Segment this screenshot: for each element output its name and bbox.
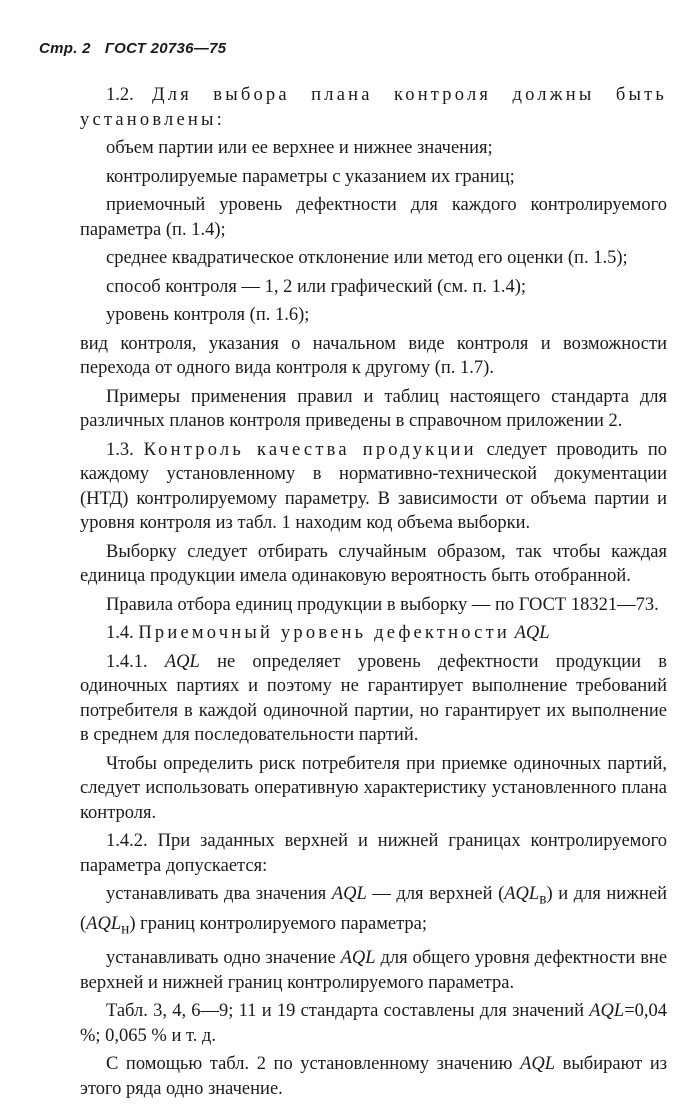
- section-1-2-heading: 1.2. Для выбора плана контроля должны быть установлены:: [80, 85, 667, 130]
- section-1-4-2-paragraph: 1.4.2. При заданных верхней и нижней границах контролируемого параметра допускается:: [80, 831, 667, 876]
- page-header: [39, 40, 226, 57]
- section-1-3-title: Контроль качества продукции: [143, 439, 477, 460]
- consumer-risk-paragraph: Чтобы определить риск потребителя при приемке одиночных партий, следует использовать оперативную характеристику установленного плана контроля.: [80, 753, 667, 823]
- option-two-aql-values: устанавливать два значения AQL — для верхней $(AQL_в)$ и для нижней $(AQL_н)$ границ контролируемого параметра;: [80, 884, 667, 938]
- document-body: [80, 83, 667, 1105]
- requirement-item: среднее квадратическое отклонение или метод его оценки (п. 1.5);: [106, 248, 628, 268]
- requirement-item: объем партии или ее верхнее и нижнее значения;: [106, 138, 493, 158]
- sampling-paragraph: Выборку следует отбирать случайным образом, так чтобы каждая единица продукции имела одинаковую вероятность быть отобранной.: [80, 541, 667, 586]
- final-paragraph: С помощью табл. 2 по установленному значению AQL выбирают из этого ряда одно значение.: [80, 1054, 668, 1099]
- requirement-item: приемочный уровень дефектности для каждого контролируемого параметра (п. 1.4);: [80, 195, 667, 240]
- requirement-item: уровень контроля (п. 1.6);: [106, 305, 310, 325]
- requirement-item: способ контроля — 1, 2 или графический (см. п. 1.4);: [106, 276, 527, 297]
- section-1-3-paragraph: 1.3. Контроль качества продукции следует проводить по каждому установленному в нормативно-технической документации (НТД) контролируемому параметру. В зависимости от объема партии и уровня контроля из табл. 1 находим код объема выборки.: [80, 439, 668, 533]
- section-1-2-title: Для выбора плана контроля должны быть установлены:: [80, 85, 667, 130]
- tables-paragraph: Табл. 3, 4, 6—9; 11 и 19 стандарта составлены для значений AQL=0,04 %; 0,065 % и т. д.: [80, 1001, 668, 1046]
- section-1-4-heading: 1.4. Приемочный уровень дефектности AQL: [106, 623, 550, 643]
- requirement-item: контролируемые параметры с указанием их границ;: [106, 166, 515, 187]
- option-one-aql-value: устанавливать одно значение AQL для общего уровня дефектности вне верхней и нижней границ контролируемого параметра.: [80, 948, 668, 993]
- examples-paragraph: Примеры применения правил и таблиц настоящего стандарта для различных планов контроля приведены в справочном приложении 2.: [80, 386, 667, 431]
- sampling-rules-paragraph: Правила отбора единиц продукции в выборку — по ГОСТ 18321—73.: [106, 594, 659, 615]
- section-1-4-title: Приемочный уровень дефектности: [138, 623, 510, 643]
- requirement-item: вид контроля, указания о начальном виде контроля и возможности перехода от одного вида контроля к другому (п. 1.7).: [80, 333, 667, 378]
- page-number: Стр. 2: [39, 40, 91, 57]
- section-1-4-1-paragraph: 1.4.1. AQL не определяет уровень дефектности продукции в одиночных партиях и поэтому не гарантирует выполнение требований потребителя в каждой одиночной партии, но гарантирует их выполнение в среднем для последовательности партий.: [80, 651, 667, 745]
- standard-number: ГОСТ 20736—75: [104, 40, 227, 57]
